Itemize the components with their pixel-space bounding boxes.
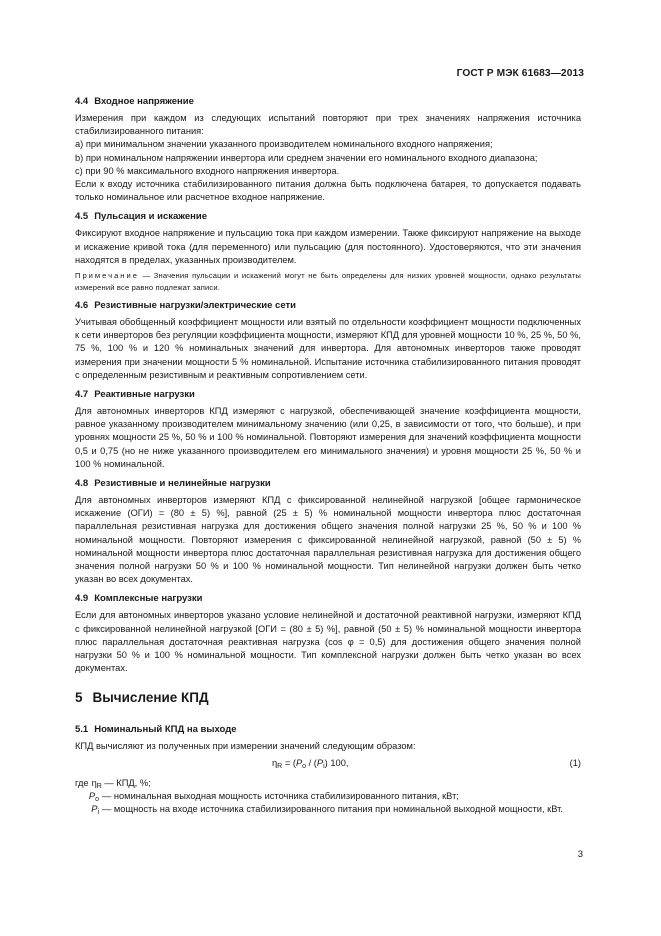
section-heading: 4.7 Реактивные нагрузки	[75, 389, 195, 401]
section-5-1	[75, 723, 581, 817]
note-label: Примечание	[75, 271, 139, 281]
definition-row: где $\eta_R$ — КПД, %;	[75, 777, 151, 790]
standard-header: ГОСТ Р МЭК 61683—2013	[456, 68, 584, 79]
list-item: а) при минимальном значении указанного производителем номинального входного напряжения;	[75, 139, 493, 150]
section-4-6	[75, 299, 581, 382]
chapter-heading: 5 Вычисление КПД	[75, 689, 209, 705]
section-4-9	[75, 592, 581, 675]
paragraph: Фиксируют входное напряжение и пульсацию тока при каждом измерении. Также фиксируют напряжение на выходе и искажение кривой тока (для переменного) или пульсацию (для постоянного). Удостоверяются, что эти значения находятся в пределах, указанных производителем.	[75, 228, 581, 265]
section-heading: 4.5 Пульсация и искажение	[75, 211, 208, 223]
paragraph: Если к входу источника стабилизированного питания должна быть подключена батарея, то допускается подавать только номинальное или расчетное входное напряжение.	[75, 179, 581, 203]
paragraph: Для автономных инверторов КПД измеряют с нагрузкой, обеспечивающей значение коэффициента мощности, равное указанному производителем минимальному значению (или 0,25, в зависимости от того, что больше), и при уровнях мощности 25 %, 50 % и 100 % номинальной. Повторяют измерения для значений коэффициента мощности 0,5 и 0,75 (но не ниже указанного производителем его минимального значения) и уровня мощности 25 %, 50 % и 100 % номинальной.	[75, 406, 581, 469]
section-heading: 4.8 Резистивные и нелинейные нагрузки	[75, 478, 271, 490]
section-heading: 4.6 Резистивные нагрузки/электрические сети	[75, 300, 296, 312]
section-heading: 4.4 Входное напряжение	[75, 96, 194, 107]
formula-number: (1)	[569, 757, 581, 768]
note-text: — Значения пульсации и искажений могут не быть определены для низких уровней мощности, однако результаты измерений все равно подлежат записи.	[75, 271, 581, 292]
definition-row: $P_i$ — мощность на входе источника стабилизированного питания при номинальной выходной мощности, кВт.	[91, 804, 563, 817]
section-heading: 5.1 Номинальный КПД на выходе	[75, 723, 237, 735]
paragraph: КПД вычисляют из полученных при измерении значений следующим образом:	[75, 740, 416, 751]
list-item: b) при номинальном напряжении инвертора или среднем значении его номинального входного диапазона;	[75, 152, 538, 163]
note	[75, 270, 581, 293]
section-heading: 4.9 Комплексные нагрузки	[75, 593, 203, 605]
formula-1	[75, 757, 581, 773]
paragraph: Для автономных инверторов измеряют КПД с фиксированной нелинейной нагрузкой [общее гармоническое искажение (ОГИ) = (80 ± 5) %], равной (25 ± 5) % номинальной мощности инвертора плюс достаточная параллельная резистивная нагрузка для достижения общего значения полной нагрузки 25 %, 50 % и 100 % номинальной мощности. Повторяют измерения с фиксированной нелинейной нагрузкой, равной (50 ± 5) % номинальной мощности инвертора плюс достаточная параллельная резистивная нагрузка для достижения общего значения полной нагрузки 50 % и 100 % номинальной мощности. Тип нелинейной нагрузки должен быть четко указан во всех документах.	[75, 495, 581, 585]
page-number: 3	[577, 849, 583, 860]
definition-row: $P_o$ — номинальная выходная мощность источника стабилизированного питания, кВт;	[88, 790, 459, 803]
formula-expression: $\eta_R = (P_o / (P_i)$ 100,	[272, 757, 349, 770]
where-label: где	[75, 777, 89, 788]
section-4-5	[75, 210, 581, 293]
paragraph: Измерения при каждом из следующих испытаний повторяют при трех значениях напряжения источника стабилизированного питания:	[75, 113, 581, 137]
paragraph: Учитывая обобщенный коэффициент мощности или взятый по отдельности коэффициент мощности подключенных к сети инверторов без регуляции коэффициента мощности, измеряют КПД для уровней мощности 10 %, 25 %, 50 %, 75 %, 100 % и 120 % номинальных значений для инвертора. Для автономных инверторов также проводят измерения при значении мощности 5 % номинальной. Испытание источника стабилизированного питания проводят с определенным резистивным и реактивным сопротивлением сети.	[75, 317, 581, 380]
section-4-7	[75, 388, 581, 471]
section-4-4	[75, 95, 581, 204]
definitions-list	[75, 777, 581, 817]
section-4-8	[75, 477, 581, 586]
list-item: c) при 90 % максимального входного напряжения инвертора.	[75, 165, 340, 176]
paragraph: Если для автономных инверторов указано условие нелинейной и достаточной реактивной нагрузки, измеряют КПД с фиксированной нелинейной нагрузкой [ОГИ = (80 ± 5) %], равной (50 ± 5) % номинальной мощности инвертора плюс параллельная достаточная реактивная нагрузка (cos φ = 0,5) для достижения общего значения полной нагрузки 50 % и 100 % номинальной мощности. Тип комплексной нагрузки должен быть четко указан во всех документах.	[75, 610, 581, 674]
page-content	[75, 95, 581, 816]
